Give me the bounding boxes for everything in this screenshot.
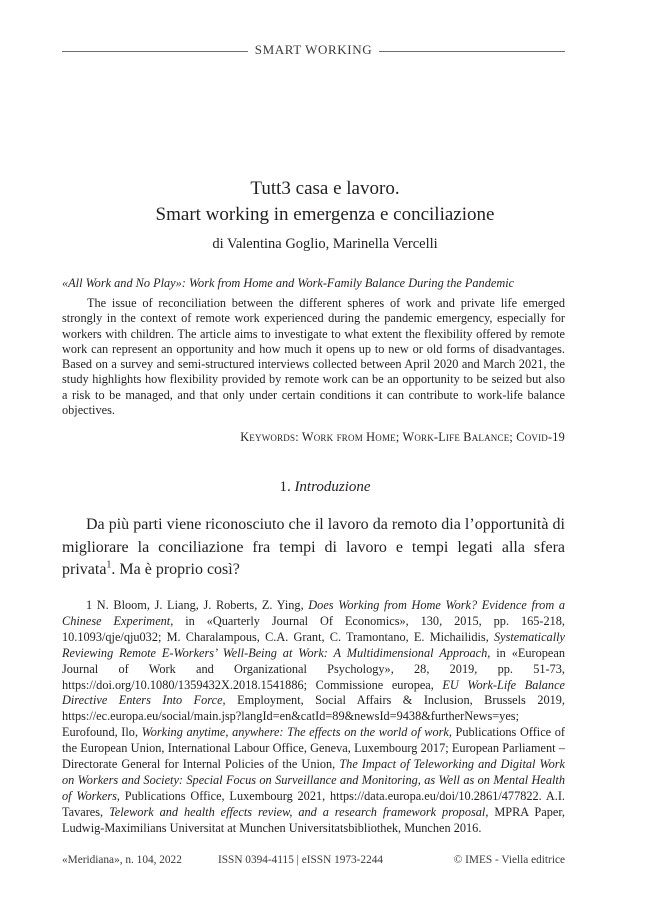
running-head-text: SMART WORKING xyxy=(254,42,373,57)
section-title: Introduzione xyxy=(294,479,371,495)
keywords xyxy=(62,430,565,445)
keywords-list: Work from Home; Work-Life Balance; Covid-19 xyxy=(301,430,565,444)
footnote-part: , MPRA Paper, Ludwig-Maximilians Universitat at Munchen Universitatsbibliothek, Munchen 2016. xyxy=(62,804,566,835)
footnote-number: 1 xyxy=(86,598,93,612)
footnote-part: , in «Quarterly Journal Of Economics», 130, 2015, pp. 165-218, 10.1093/qje/qju032; M. Charalampous, C.A. Grant, C. Tramontano, E. Michailidis, xyxy=(62,613,565,644)
keywords-label: Keywords: xyxy=(240,430,299,444)
running-head xyxy=(62,40,565,60)
footnote-reference[interactable]: 1 xyxy=(106,559,112,571)
abstract-title: «All Work and No Play»: Work from Home and Work-Family Balance During the Pandemic xyxy=(62,276,515,290)
section-number: 1. xyxy=(279,479,291,495)
footnote-part: , Publications Office of the European Union, International Labour Office, Geneva, Luxembourg 2017; European Parliament – Directorate General for Internal Policies of the Union, xyxy=(62,725,565,772)
body-text-after: . Ma è proprio così? xyxy=(111,561,240,578)
footer-publisher: © IMES - Viella editrice xyxy=(453,854,565,866)
page-footer xyxy=(62,854,565,870)
footnote-part: Working anytime, anywhere: The effects on the world of work xyxy=(141,725,449,740)
footer-issn: ISSN 0394-4115 | eISSN 1973-2244 xyxy=(218,854,384,866)
footnote-part: Telework and health effects review, and a research framework proposal xyxy=(109,804,486,819)
running-head-rule-right xyxy=(379,51,565,52)
running-head-rule-left xyxy=(62,51,248,52)
section-heading xyxy=(0,479,650,496)
body-paragraph xyxy=(62,514,565,582)
footnote-part: EU Work-Life Balance Directive Enters Into Force xyxy=(62,677,566,708)
footnote-part: N. Bloom, J. Liang, J. Roberts, Z. Ying, xyxy=(92,598,309,612)
footnote-part: , Publications Office, Luxembourg 2021, https://data.europa.eu/doi/10.2861/477822. A.I. Tavares, xyxy=(62,788,565,819)
footnote-part: Does Working from Home Work? Evidence from a Chinese Experiment xyxy=(62,598,565,628)
article-title-line2: Smart working in emergenza e conciliazione xyxy=(155,204,495,225)
footnote-part: , Employment, Social Affairs & Inclusion, Brussels 2019, https://ec.europa.eu/social/main.jsp?langId=en&catId=89&newsId=9438&furtherNews=yes; Eurofound, Ilo, xyxy=(62,693,565,740)
footer-journal: «Meridiana», n. 104, 2022 xyxy=(62,854,182,866)
footnote-part: The Impact of Teleworking and Digital Work on Workers and Society: Special Focus on Surveillance and Monitoring, as Well as on Mental Health of Workers xyxy=(62,757,566,803)
abstract-text: The issue of reconciliation between the different spheres of work and private life emerged strongly in the context of remote work experienced during the pandemic emergency, especially for workers with children. The article aims to investigate to what extent the flexibility offered by remote work can represent an opportunity and how much it opens up to new or old forms of disadvantages. Based on a survey and semi-structured interviews collected between April 2020 and March 2021, the study highlights how flexibility provided by remote work can be an opportunity to be seized but also a risk to be managed, and that only under certain conditions it can contribute to work-life balance objectives. xyxy=(62,296,565,418)
body-text-before: Da più parti viene riconosciuto che il lavoro da remoto dia l’opportunità di migliorare la conciliazione fra tempi di lavoro e tempi legati alla sfera privata xyxy=(62,516,565,578)
footnote-part: Systematically Reviewing Remote E-Workers’ Well-Being at Work: A Multidimensional Approach xyxy=(62,629,565,660)
footnote-part: , in «European Journal of Work and Organizational Psychology», 28, 2019, pp. 51-73, https://doi.org/10.1080/1359432X.2018.1541886; Commissione europea, xyxy=(62,645,565,692)
article-title-line1: Tutt3 casa e lavoro. xyxy=(250,178,400,199)
article-authors: di Valentina Goglio, Marinella Vercelli xyxy=(212,236,438,252)
footnote xyxy=(62,598,565,837)
